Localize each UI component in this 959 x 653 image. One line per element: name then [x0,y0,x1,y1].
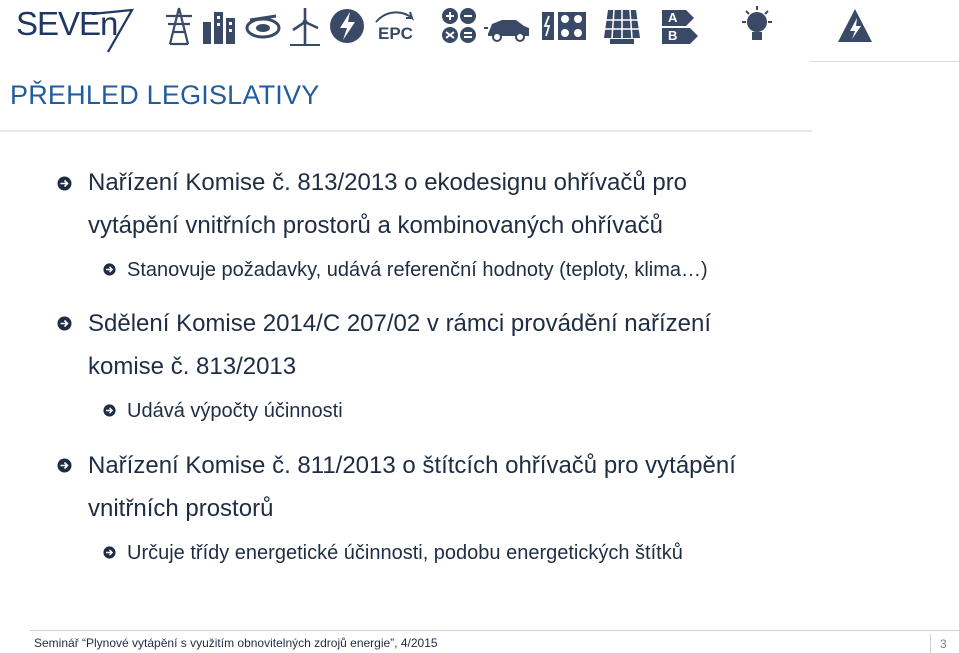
epc-label-icon [372,6,430,46]
arrow-circle-icon [103,263,116,276]
wind-turbine-icon [286,6,324,46]
disc-meter-icon [244,6,282,46]
logo-seven-mark [88,6,138,54]
header-icon-strip [160,6,880,50]
bullet-3-line-2: vnitřních prostorů [88,495,274,522]
bullet-1-line-2: vytápění vnitřních prostorů a kombinovaných ohřívačů [88,212,663,239]
arrow-circle-icon [103,404,116,417]
bullet-2-sub: Udává výpočty účinnosti [127,400,343,422]
footer-text: Seminář “Plynové vytápění s využitím obnovitelných zdrojů energie”, 4/2015 [34,636,438,650]
page-number: 3 [940,637,947,651]
title-underline [0,130,812,132]
solar-panel-icon [600,6,642,46]
smart-grid-icon [540,6,590,46]
page-title: PŘEHLED LEGISLATIVY [10,80,320,110]
arrow-circle-icon [57,176,72,191]
seven-logo[interactable] [16,4,134,52]
warning-icon [836,6,874,46]
bullet-3-sub: Určuje třídy energetické účinnosti, podobu energetických štítků [127,542,683,564]
header [0,0,959,62]
arrow-circle-icon [57,458,72,473]
bullet-2-line-2: komise č. 813/2013 [88,353,297,380]
bullet-3-line-1: Nařízení Komise č. 811/2013 o štítcích ohřívačů pro vytápění [88,452,736,479]
energy-label-ab-icon [660,6,700,46]
energy-label-shapes [660,6,700,46]
header-divider [810,61,959,62]
light-bulb-icon [738,6,776,46]
energy-label-b: B [668,28,678,43]
arrow-circle-icon [57,316,72,331]
bullet-1-sub: Stanovuje požadavky, udává referenční hodnoty (teploty, klima…) [127,259,708,281]
calculator-icon [440,6,478,46]
power-pylon-icon [160,6,198,46]
lightning-bolt-icon [328,6,366,46]
footer-divider [30,630,959,631]
factory-buildings-icon [200,6,238,46]
epc-text: EPC [378,24,413,43]
logo-text: SEVEn [16,5,118,42]
footer-separator [930,634,931,653]
energy-label-a: A [668,10,678,25]
bullet-2-line-1: Sdělení Komise 2014/C 207/02 v rámci provádění nařízení [88,310,712,337]
bullet-1-line-1: Nařízení Komise č. 813/2013 o ekodesignu ohřívačů pro [88,169,688,196]
electric-car-icon [484,6,532,46]
arrow-circle-icon [103,546,116,559]
